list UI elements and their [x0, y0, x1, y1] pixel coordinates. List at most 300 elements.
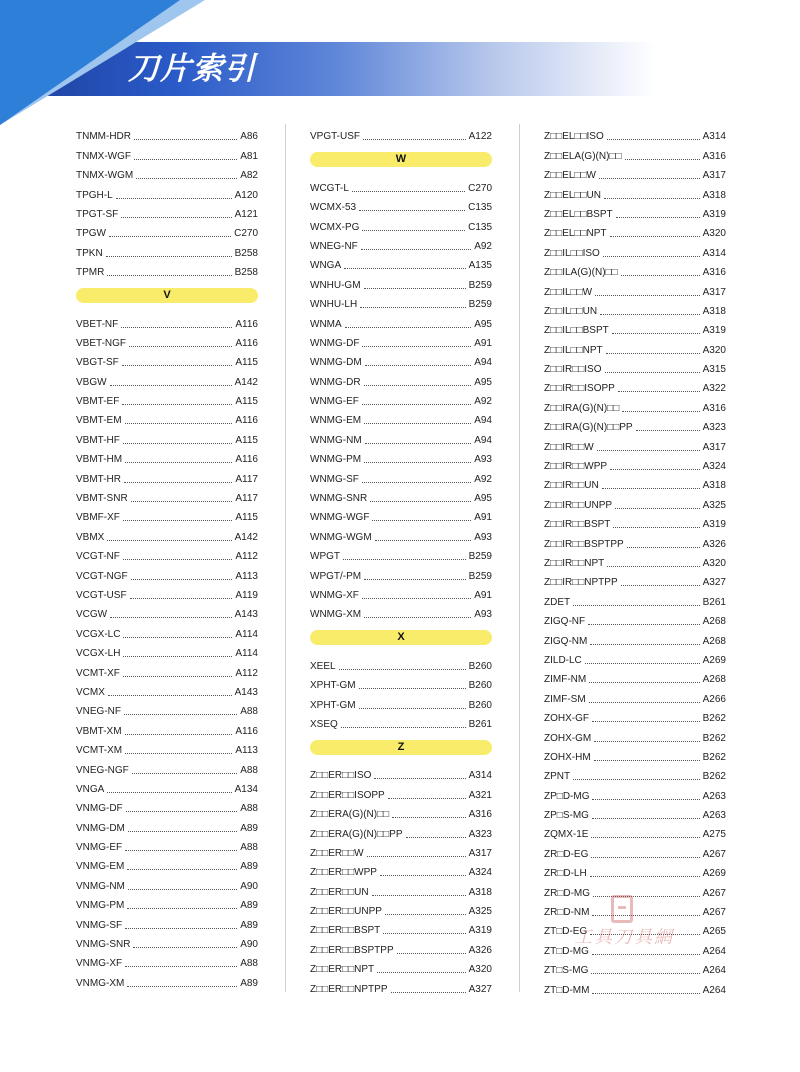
page-number: A267 — [702, 907, 726, 919]
index-entry — [76, 447, 258, 466]
dot-leader — [362, 482, 471, 483]
insert-code: VCMT-XF — [76, 667, 120, 679]
dot-leader — [109, 236, 231, 237]
index-entry — [544, 648, 726, 667]
page-number: A143 — [234, 686, 258, 698]
page-number: A92 — [474, 473, 492, 485]
insert-code: TNMM-HDR — [76, 131, 131, 143]
insert-code: Z□□EL□□BSPT — [544, 208, 613, 220]
dot-leader — [365, 443, 472, 444]
page-number: A267 — [702, 848, 726, 860]
insert-code: WNEG-NF — [310, 240, 358, 252]
page-number: B260 — [468, 660, 492, 672]
section-header: X — [310, 630, 492, 645]
dot-leader — [625, 159, 700, 160]
dot-leader — [592, 721, 700, 722]
index-entry — [76, 486, 258, 505]
dot-leader — [359, 708, 466, 709]
insert-code: Z□□IRA(G)(N)□□PP — [544, 422, 633, 434]
insert-code: Z□□IL□□W — [544, 286, 593, 298]
insert-code: ZT□D-MG — [544, 945, 589, 957]
page-number: A324 — [468, 867, 492, 879]
dot-leader — [615, 508, 700, 509]
page-number: A319 — [702, 208, 726, 220]
page-number: B262 — [702, 713, 726, 725]
page-number: B258 — [234, 267, 258, 279]
dot-leader — [359, 210, 465, 211]
index-entry — [544, 492, 726, 511]
insert-code: Z□□IR□□NPT — [544, 557, 605, 569]
page-number: A86 — [240, 131, 258, 143]
page-number: A322 — [702, 383, 726, 395]
index-entry — [544, 570, 726, 589]
page-number: A117 — [235, 473, 258, 485]
page-number: A95 — [474, 376, 492, 388]
page-number: B258 — [234, 247, 258, 259]
page-number: A317 — [702, 441, 726, 453]
insert-code: VPGT-USF — [310, 131, 361, 143]
insert-code: ZOHX-HM — [544, 751, 591, 763]
insert-code: ZIGQ-NF — [544, 616, 586, 628]
index-entry — [310, 486, 492, 505]
page-number: A88 — [240, 764, 258, 776]
insert-code: Z□□ER□□ISOPP — [310, 789, 385, 801]
dot-leader — [592, 954, 700, 955]
page-number: A267 — [702, 887, 726, 899]
page-number: A112 — [235, 551, 258, 563]
insert-code: VNMG-PM — [76, 900, 125, 912]
page-number: A89 — [240, 919, 258, 931]
insert-code: VNMG-XF — [76, 958, 123, 970]
dot-leader — [592, 799, 699, 800]
page-number: A90 — [240, 880, 258, 892]
insert-code: ZOHX-GF — [544, 713, 589, 725]
index-column-1 — [76, 124, 258, 990]
index-entry — [76, 718, 258, 737]
insert-code: VCGT-NF — [76, 551, 120, 563]
index-entry — [76, 369, 258, 388]
dot-leader — [610, 469, 700, 470]
index-entry — [544, 221, 726, 240]
dot-leader — [602, 488, 700, 489]
insert-code: WPGT — [310, 551, 340, 563]
page-number: A275 — [702, 829, 726, 841]
insert-code: TPGH-L — [76, 189, 113, 201]
index-entry — [310, 602, 492, 621]
insert-code: ZT□D-EG — [544, 926, 588, 938]
dot-leader — [385, 914, 466, 915]
index-column-3 — [544, 124, 726, 997]
insert-code: TPGT-SF — [76, 208, 119, 220]
index-entry — [544, 609, 726, 628]
dot-leader — [362, 404, 471, 405]
insert-code: VNGA — [76, 783, 105, 795]
dot-leader — [127, 869, 237, 870]
insert-code: ZR□D-MG — [544, 887, 591, 899]
insert-code: WNMG-SF — [310, 473, 359, 485]
index-entry — [310, 583, 492, 602]
dot-leader — [123, 676, 232, 677]
dot-leader — [359, 688, 466, 689]
page-number: C270 — [234, 228, 258, 240]
insert-code: VBGW — [76, 376, 107, 388]
page-number: A115 — [235, 512, 258, 524]
page-number: A319 — [702, 325, 726, 337]
page-number: A143 — [234, 609, 258, 621]
index-entry — [544, 434, 726, 453]
page-number: A92 — [474, 240, 492, 252]
page-number: A319 — [702, 519, 726, 531]
dot-leader — [573, 605, 700, 606]
index-entry — [544, 977, 726, 996]
index-entry — [544, 803, 726, 822]
index-entry — [76, 563, 258, 582]
index-entry — [76, 738, 258, 757]
insert-code: WNMG-PM — [310, 454, 362, 466]
insert-code: Z□□ER□□NPT — [310, 964, 375, 976]
insert-code: ZIMF-NM — [544, 674, 587, 686]
page-number: A317 — [702, 286, 726, 298]
insert-code: TNMX-WGF — [76, 150, 131, 162]
dot-leader — [603, 256, 700, 257]
index-entry — [544, 745, 726, 764]
dot-leader — [585, 663, 700, 664]
index-entry — [76, 699, 258, 718]
dot-leader — [362, 346, 471, 347]
insert-code: Z□□IL□□ISO — [544, 247, 600, 259]
index-entry — [310, 763, 492, 782]
dot-leader — [362, 230, 465, 231]
dot-leader — [124, 714, 237, 715]
page-number: A88 — [240, 842, 258, 854]
page-number: A316 — [702, 150, 726, 162]
page-number: A314 — [468, 770, 492, 782]
page-number: A134 — [234, 783, 258, 795]
dot-leader — [361, 249, 471, 250]
insert-code: Z□□ER□□BSPTPP — [310, 944, 394, 956]
index-entry — [76, 970, 258, 989]
page-number: A112 — [235, 667, 258, 679]
page-number: A320 — [702, 228, 726, 240]
page-number: A268 — [702, 616, 726, 628]
index-entry — [544, 202, 726, 221]
index-entry — [544, 512, 726, 531]
dot-leader — [352, 191, 465, 192]
insert-code: ZPNT — [544, 771, 571, 783]
index-entry — [310, 466, 492, 485]
insert-code: WNMG-WGM — [310, 531, 372, 543]
index-entry — [310, 841, 492, 860]
index-entry — [544, 415, 726, 434]
dot-leader — [622, 411, 699, 412]
dot-leader — [125, 753, 232, 754]
insert-code: WNMG-EM — [310, 415, 362, 427]
index-entry — [310, 175, 492, 194]
index-entry — [76, 240, 258, 259]
insert-code: VBMF-XF — [76, 512, 120, 524]
index-entry — [310, 821, 492, 840]
index-entry — [544, 473, 726, 492]
index-entry — [310, 712, 492, 731]
dot-leader — [125, 850, 237, 851]
index-entry — [76, 143, 258, 162]
insert-code: Z□□ILA(G)(N)□□ — [544, 267, 618, 279]
insert-code: VBET-NGF — [76, 337, 127, 349]
dot-leader — [588, 624, 700, 625]
page-number: A91 — [474, 589, 492, 601]
insert-code: VNMG-EF — [76, 842, 123, 854]
page-number: B261 — [468, 718, 492, 730]
insert-code: WNMA — [310, 318, 342, 330]
index-column-2 — [310, 124, 492, 996]
page-number: C135 — [468, 221, 492, 233]
dot-leader — [125, 966, 237, 967]
page-number: A314 — [702, 247, 726, 259]
page-number: A265 — [702, 926, 726, 938]
dot-leader — [121, 217, 231, 218]
insert-code: ZIMF-SM — [544, 693, 586, 705]
index-entry — [544, 454, 726, 473]
page-number: A81 — [240, 150, 258, 162]
index-entry — [544, 783, 726, 802]
insert-code: VNEG-NGF — [76, 764, 129, 776]
page-number: A114 — [235, 628, 258, 640]
index-entry — [76, 311, 258, 330]
insert-code: WNMG-XF — [310, 589, 359, 601]
index-entry — [544, 822, 726, 841]
dot-leader — [122, 365, 233, 366]
page-number: A264 — [702, 945, 726, 957]
dot-leader — [133, 947, 237, 948]
index-entry — [76, 202, 258, 221]
index-entry — [76, 873, 258, 892]
dot-leader — [627, 547, 700, 548]
index-entry — [310, 524, 492, 543]
index-entry — [310, 782, 492, 801]
index-entry — [310, 563, 492, 582]
index-entry — [76, 951, 258, 970]
index-entry — [76, 621, 258, 640]
insert-code: Z□□IRA(G)(N)□□ — [544, 402, 620, 414]
index-entry — [310, 802, 492, 821]
index-entry — [544, 318, 726, 337]
dot-leader — [360, 307, 465, 308]
index-entry — [310, 860, 492, 879]
page-number: A91 — [474, 337, 492, 349]
insert-code: XEEL — [310, 660, 336, 672]
page-number: A326 — [702, 538, 726, 550]
page-number: B259 — [468, 279, 492, 291]
dot-leader — [110, 385, 232, 386]
page-number: A318 — [702, 305, 726, 317]
dot-leader — [612, 333, 700, 334]
dot-leader — [341, 727, 466, 728]
page-number: B259 — [468, 570, 492, 582]
index-entry — [544, 551, 726, 570]
index-entry — [544, 279, 726, 298]
index-entry — [544, 376, 726, 395]
index-entry — [310, 427, 492, 446]
insert-code: WCMX-PG — [310, 221, 360, 233]
dot-leader — [604, 198, 700, 199]
index-entry — [310, 253, 492, 272]
dot-leader — [132, 773, 237, 774]
page-number: A316 — [468, 809, 492, 821]
dot-leader — [391, 992, 466, 993]
insert-code: WNMG-DM — [310, 357, 362, 369]
index-entry — [310, 937, 492, 956]
index-entry — [76, 835, 258, 854]
dot-leader — [406, 837, 466, 838]
dot-leader — [130, 598, 233, 599]
page-number: A317 — [702, 170, 726, 182]
insert-code: Z□□ER□□BSPT — [310, 925, 381, 937]
dot-leader — [122, 404, 232, 405]
page-number: A318 — [702, 189, 726, 201]
index-entry — [544, 240, 726, 259]
insert-code: VNMG-DF — [76, 803, 123, 815]
dot-leader — [370, 501, 471, 502]
page-number: A88 — [240, 958, 258, 970]
page-number: A263 — [702, 810, 726, 822]
page-number: A119 — [235, 589, 258, 601]
index-entry — [544, 861, 726, 880]
page-number: A316 — [702, 402, 726, 414]
insert-code: VBMT-XM — [76, 725, 122, 737]
dot-leader — [383, 933, 465, 934]
insert-code: Z□□ER□□UN — [310, 886, 369, 898]
section-header: Z — [310, 740, 492, 755]
insert-code: VNMG-NM — [76, 880, 125, 892]
dot-leader — [591, 837, 699, 838]
page-number: A266 — [702, 693, 726, 705]
page-number: A325 — [702, 499, 726, 511]
index-entry — [544, 395, 726, 414]
insert-code: Z□□IR□□BSPTPP — [544, 538, 624, 550]
index-entry — [76, 466, 258, 485]
page-number: A115 — [235, 434, 258, 446]
index-entry — [544, 706, 726, 725]
dot-leader — [106, 256, 232, 257]
insert-code: Z□□IL□□NPT — [544, 344, 603, 356]
page-number: A120 — [234, 189, 258, 201]
index-entry — [76, 854, 258, 873]
index-entry — [310, 505, 492, 524]
page-number: B261 — [702, 596, 726, 608]
insert-code: Z□□ELA(G)(N)□□ — [544, 150, 622, 162]
insert-code: ZDET — [544, 596, 571, 608]
insert-code: Z□□IR□□ISOPP — [544, 383, 615, 395]
insert-code: Z□□ER□□UNPP — [310, 906, 382, 918]
page-number: A94 — [474, 415, 492, 427]
dot-leader — [126, 811, 238, 812]
page-number: A122 — [468, 131, 492, 143]
page-number: A326 — [468, 944, 492, 956]
index-entry — [76, 427, 258, 446]
dot-leader — [129, 346, 232, 347]
insert-code: WNGA — [310, 260, 342, 272]
index-entry — [76, 524, 258, 543]
index-entry — [544, 531, 726, 550]
insert-code: WNMG-SNR — [310, 493, 368, 505]
index-entry — [310, 124, 492, 143]
page-number: A135 — [468, 260, 492, 272]
insert-code: VBMT-HF — [76, 434, 120, 446]
dot-leader — [591, 857, 699, 858]
index-entry — [76, 544, 258, 563]
insert-code: VCGT-NGF — [76, 570, 128, 582]
dot-leader — [107, 275, 231, 276]
page-number: A93 — [474, 454, 492, 466]
index-entry — [544, 764, 726, 783]
insert-code: ZIGQ-NM — [544, 635, 588, 647]
insert-code: VBMX — [76, 531, 105, 543]
index-entry — [76, 602, 258, 621]
index-entry — [310, 653, 492, 672]
page-number: A113 — [235, 570, 258, 582]
dot-leader — [618, 391, 700, 392]
page-number: B260 — [468, 680, 492, 692]
insert-code: Z□□IR□□UNPP — [544, 499, 613, 511]
section-header: W — [310, 152, 492, 167]
index-entry — [544, 357, 726, 376]
page-number: A320 — [468, 964, 492, 976]
dot-leader — [607, 139, 700, 140]
index-entry — [544, 124, 726, 143]
page-number: B259 — [468, 551, 492, 563]
index-entry — [76, 893, 258, 912]
index-entry — [544, 686, 726, 705]
dot-leader — [107, 540, 231, 541]
index-entry — [544, 628, 726, 647]
insert-code: VCGX-LC — [76, 628, 121, 640]
insert-code: ZP□D-MG — [544, 790, 590, 802]
page-number: A95 — [474, 318, 492, 330]
dot-leader — [600, 314, 700, 315]
index-entry — [310, 957, 492, 976]
insert-code: WNMG-DF — [310, 337, 360, 349]
index-entry — [544, 958, 726, 977]
page-number: C270 — [468, 182, 492, 194]
insert-code: WPGT/-PM — [310, 570, 362, 582]
insert-code: VBMT-HR — [76, 473, 121, 485]
index-entry — [544, 299, 726, 318]
dot-leader — [364, 462, 471, 463]
insert-code: Z□□IR□□BSPT — [544, 519, 611, 531]
page-number: A268 — [702, 674, 726, 686]
page-number: A91 — [474, 512, 492, 524]
insert-code: ZQMX-1E — [544, 829, 589, 841]
page-number: A314 — [702, 131, 726, 143]
index-entry — [76, 408, 258, 427]
dot-leader — [589, 702, 700, 703]
insert-code: VBMT-HM — [76, 454, 123, 466]
dot-leader — [616, 217, 700, 218]
dot-leader — [125, 462, 232, 463]
insert-code: Z□□ER□□W — [310, 847, 364, 859]
index-entry — [76, 221, 258, 240]
dot-leader — [599, 178, 700, 179]
index-entry — [76, 583, 258, 602]
page-number: A116 — [235, 318, 258, 330]
page-number: A327 — [702, 577, 726, 589]
page-header — [0, 0, 800, 130]
page-number: A114 — [235, 648, 258, 660]
dot-leader — [131, 579, 233, 580]
page-number: A142 — [234, 376, 258, 388]
index-entry — [544, 589, 726, 608]
dot-leader — [362, 598, 471, 599]
